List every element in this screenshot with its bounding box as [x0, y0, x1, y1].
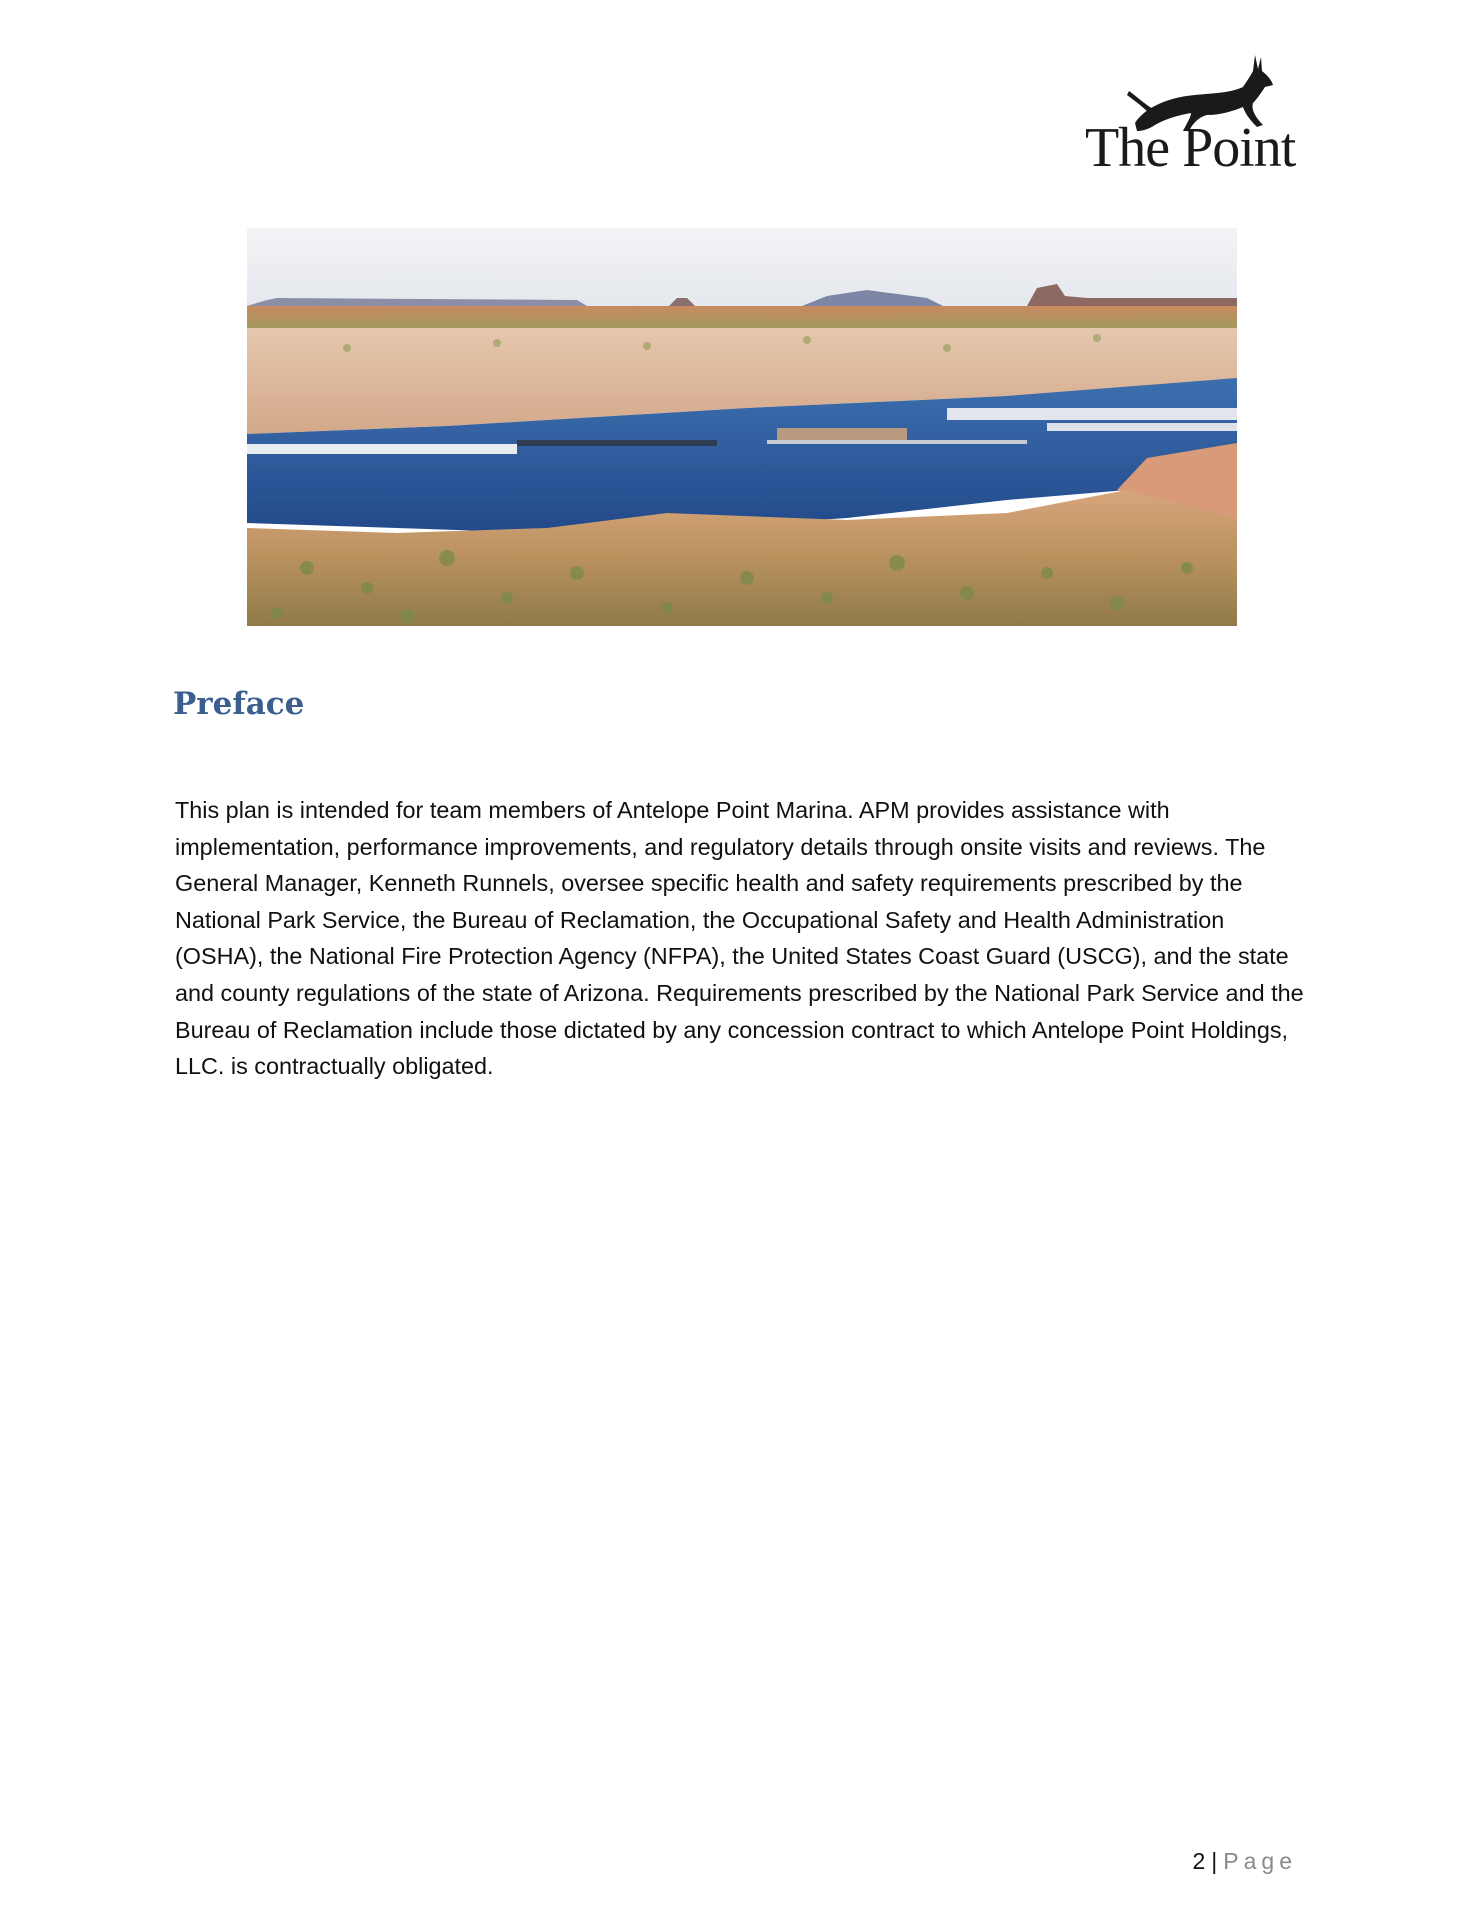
marina-photo [247, 228, 1237, 626]
preface-paragraph: This plan is intended for team members of Antelope Point Marina. APM provides assistance with implementation, performance improvements, and regulatory details through onsite visits and reviews. The General Manager, Kenneth Runnels, oversee specific health and safety requirements prescribed by the National Park Service, the Bureau of Reclamation, the Occupational Safety and Health Administration (OSHA), the National Fire Protection Agency (NFPA), the United States Coast Guard (USCG), and the state and county regulations of the state of Arizona. Requirements prescribed by the National Park Service and the Bureau of Reclamation include those dictated by any concession contract to which Antelope Point Holdings, LLC. is contractually obligated. [175, 797, 1304, 1080]
logo-text: The Point [1085, 117, 1296, 179]
footer-separator: | [1211, 1848, 1218, 1874]
page-title: Preface [173, 686, 305, 722]
page-label: Page [1223, 1848, 1297, 1874]
page-footer [1193, 1848, 1298, 1875]
page-number: 2 [1192, 1848, 1206, 1874]
